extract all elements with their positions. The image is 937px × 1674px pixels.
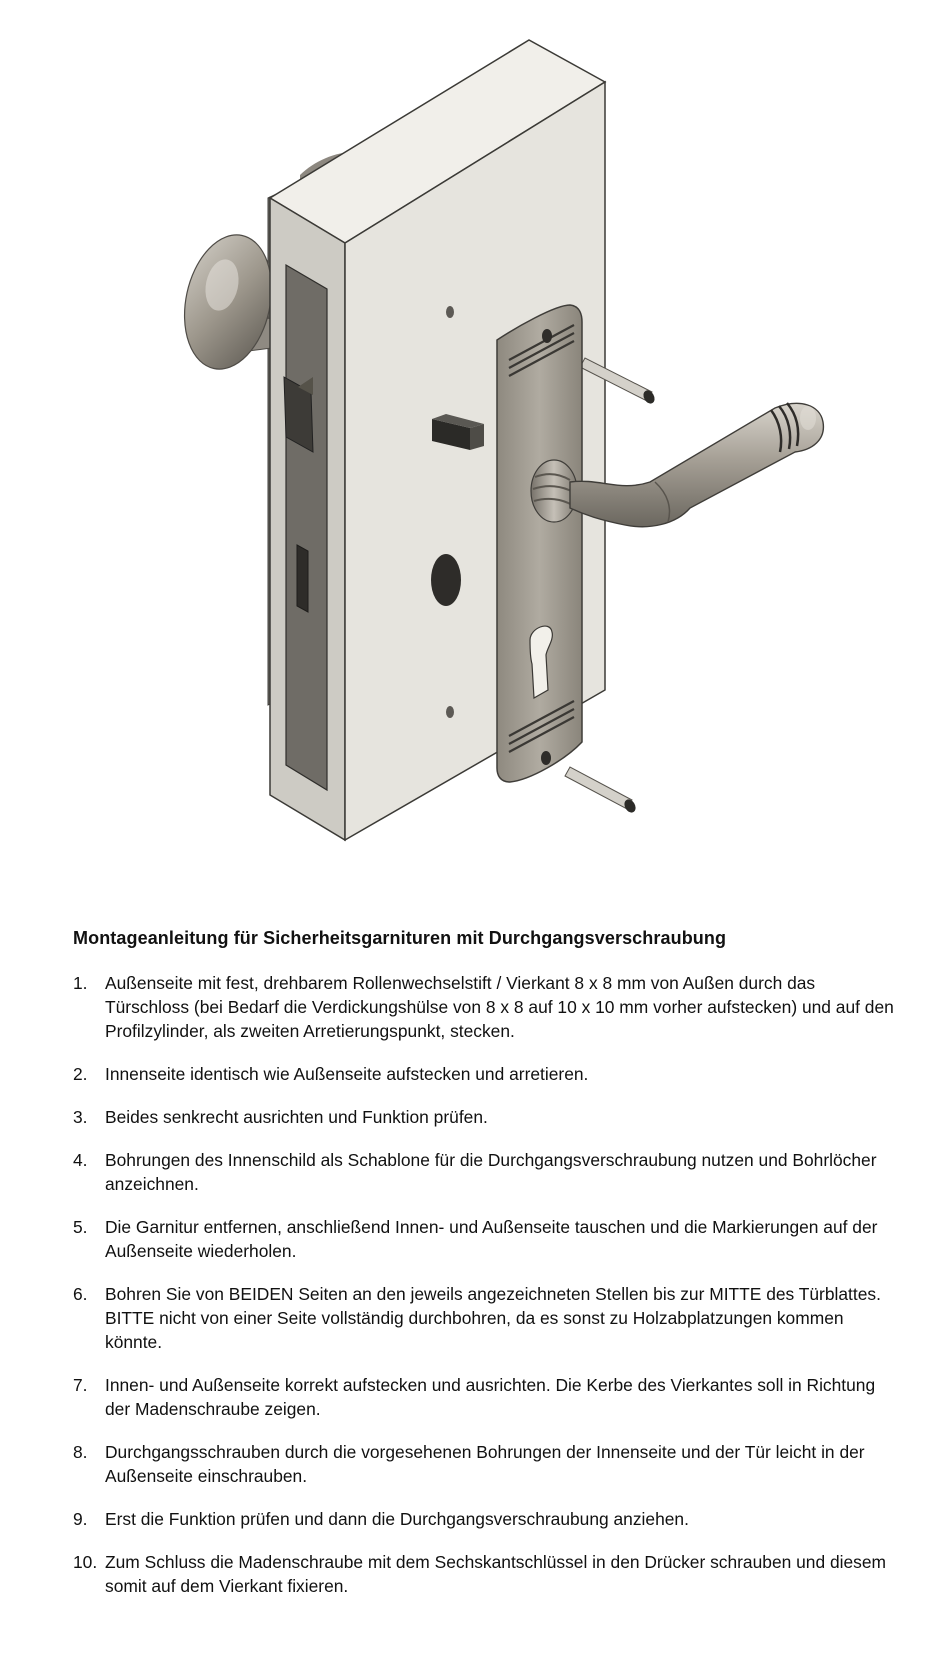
list-item: [73, 1440, 903, 1488]
step-text: Erst die Funktion prüfen und dann die Durchgangsverschraubung anziehen.: [105, 1509, 689, 1529]
list-item: [73, 1215, 903, 1263]
list-item: [73, 1105, 903, 1129]
step-text: Beides senkrecht ausrichten und Funktion prüfen.: [105, 1107, 488, 1127]
step-number: 10.: [73, 1552, 98, 1572]
step-number: 6.: [73, 1284, 88, 1304]
step-number: 1.: [73, 973, 88, 993]
list-item: [73, 1373, 903, 1421]
instructions-title: Montageanleitung für Sicherheitsgarnituren mit Durchgangsverschraubung: [73, 928, 727, 948]
through-screw-bottom: [565, 767, 638, 815]
step-text: Bohren Sie von BEIDEN Seiten an den jeweils angezeichneten Stellen bis zur MITTE des Türblattes. BITTE nicht von einer Seite vollständig durchbohren, da es sonst zu Holzabplatzungen kommen könnte.: [105, 1284, 881, 1352]
list-item: [73, 1282, 903, 1354]
list-item: [73, 1550, 903, 1598]
escutcheon-plate: [497, 305, 582, 782]
step-text: Innen- und Außenseite korrekt aufstecken und ausrichten. Die Kerbe des Vierkantes soll in Richtung der Madenschraube zeigen.: [105, 1375, 876, 1419]
list-item: [73, 971, 903, 1043]
step-text: Innenseite identisch wie Außenseite aufstecken und arretieren.: [105, 1064, 589, 1084]
list-item: [73, 1062, 903, 1086]
step-text: Zum Schluss die Madenschraube mit dem Sechskantschlüssel in den Drücker schrauben und diesem somit auf dem Vierkant fixieren.: [105, 1552, 887, 1596]
step-text: Die Garnitur entfernen, anschließend Innen- und Außenseite tauschen und die Markierungen auf der Außenseite wiederholen.: [105, 1217, 878, 1261]
list-item: [73, 1507, 903, 1531]
lock-face-plate: [284, 265, 327, 790]
step-text: Bohrungen des Innenschild als Schablone für die Durchgangsverschraubung nutzen und Bohrlöcher anzeichnen.: [105, 1150, 877, 1194]
step-number: 7.: [73, 1375, 88, 1395]
step-number: 5.: [73, 1217, 88, 1237]
step-number: 9.: [73, 1509, 88, 1529]
step-number: 3.: [73, 1107, 88, 1127]
step-number: 8.: [73, 1442, 88, 1462]
step-number: 4.: [73, 1150, 88, 1170]
instruction-steps-list: [73, 971, 903, 1617]
list-item: [73, 1148, 903, 1196]
step-text: Durchgangsschrauben durch die vorgesehenen Bohrungen der Innenseite und der Tür leicht in der Außenseite einschrauben.: [105, 1442, 865, 1486]
step-number: 2.: [73, 1064, 88, 1084]
step-text: Außenseite mit fest, drehbarem Rollenwechselstift / Vierkant 8 x 8 mm von Außen durch das Türschloss (bei Bedarf die Verdickungshülse von 8 x 8 auf 10 x 10 mm vorher aufstecken) und auf den Profilzylinder, als zweiten Arretierungspunkt, stecken.: [105, 973, 894, 1041]
